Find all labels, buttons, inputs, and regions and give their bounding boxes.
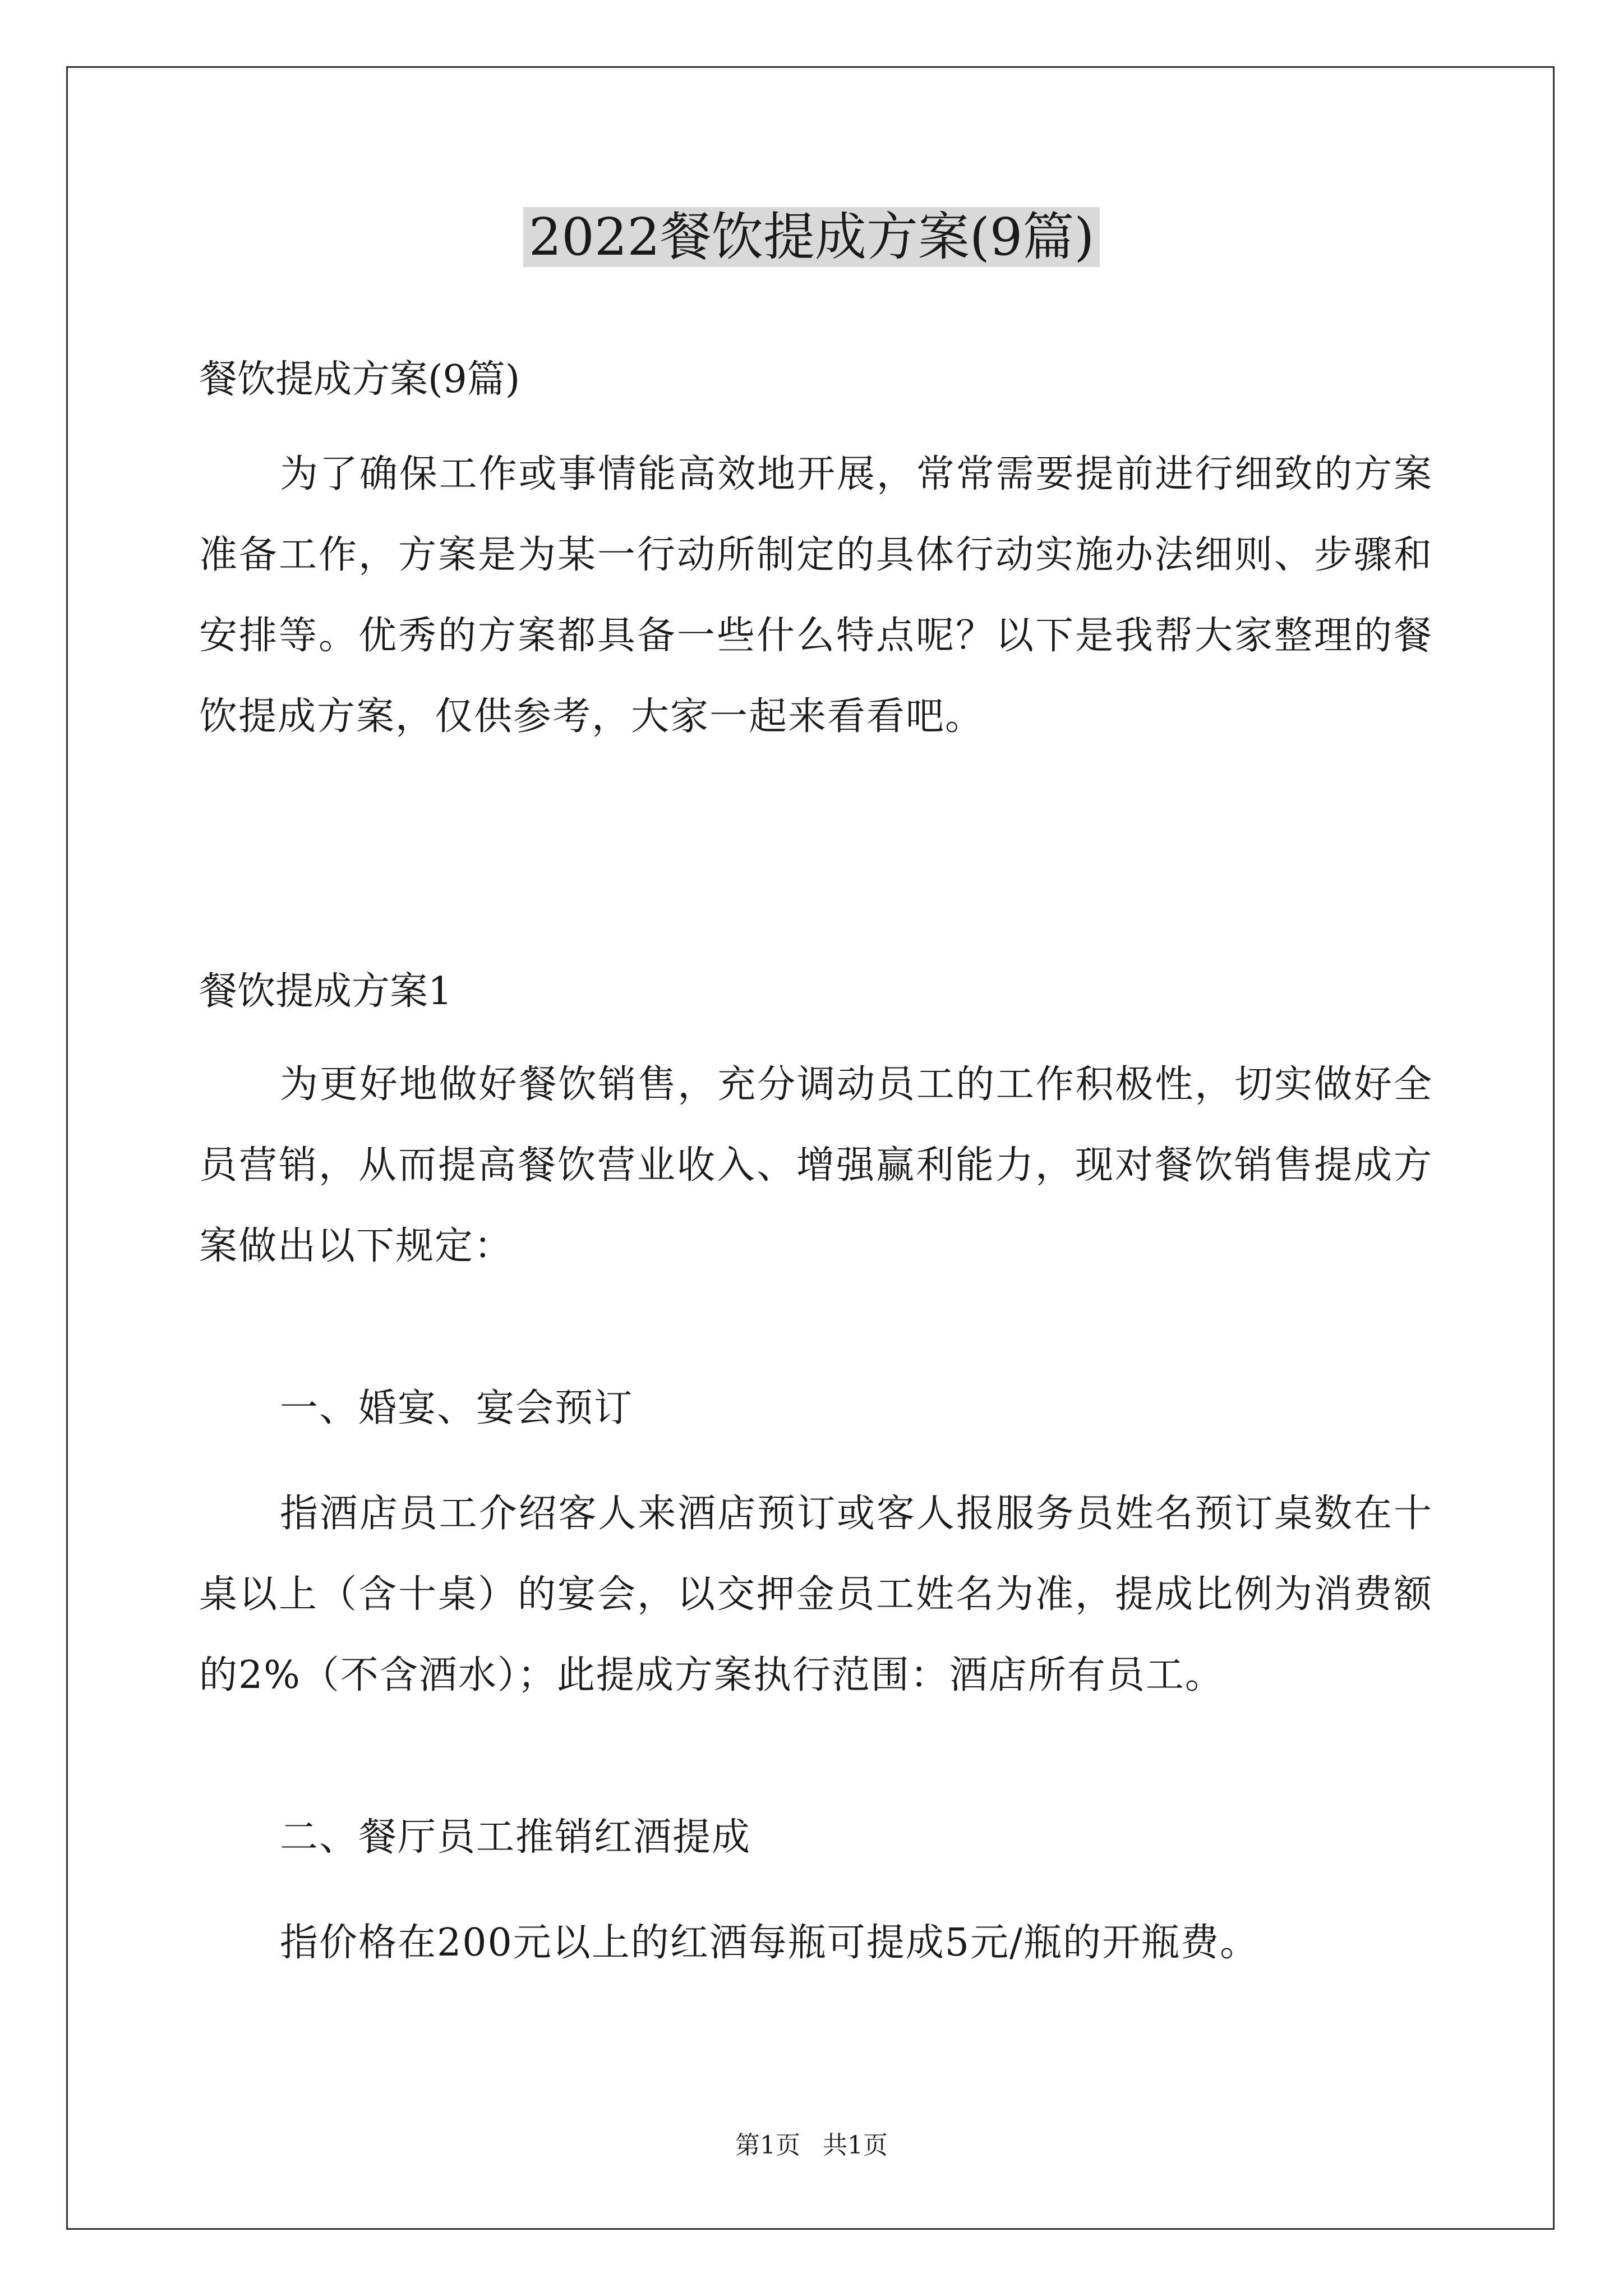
item-body: 指价格在200元以上的红酒每瓶可提成5元/瓶的开瓶费。: [280, 1921, 1259, 1965]
section-paragraph: 为更好地做好餐饮销售，充分调动员工的工作积极性，切实做好全员营销，从而提高餐饮营业收入、增强赢利能力，现对餐饮销售提成方案做出以下规定：: [199, 1062, 1433, 1268]
document-subtitle: 餐饮提成方案(9篇): [199, 357, 520, 402]
page-total: 共1页: [823, 2131, 888, 2160]
page-footer: [0, 2129, 1623, 2162]
page-number: 第1页: [735, 2131, 800, 2160]
section-heading: 餐饮提成方案1: [199, 969, 453, 1014]
document-title-text: 2022餐饮提成方案(9篇): [523, 207, 1100, 267]
item-heading: 一、婚宴、宴会预订: [280, 1386, 634, 1430]
intro-paragraph: 为了确保工作或事情能高效地开展，常常需要提前进行细致的方案准备工作，方案是为某一行动所制定的具体行动实施办法细则、步骤和安排等。优秀的方案都具备一些什么特点呢？以下是我帮大家整理的餐饮提成方案，仅供参考，大家一起来看看吧。: [199, 452, 1433, 739]
item-body: 指酒店员工介绍客人来酒店预订或客人报服务员姓名预订桌数在十桌以上（含十桌）的宴会，以交押金员工姓名为准，提成比例为消费额的2%（不含酒水）；此提成方案执行范围：酒店所有员工。: [199, 1492, 1433, 1697]
document-title: [0, 201, 1623, 274]
item-heading: 二、餐厅员工推销红酒提成: [280, 1815, 751, 1860]
